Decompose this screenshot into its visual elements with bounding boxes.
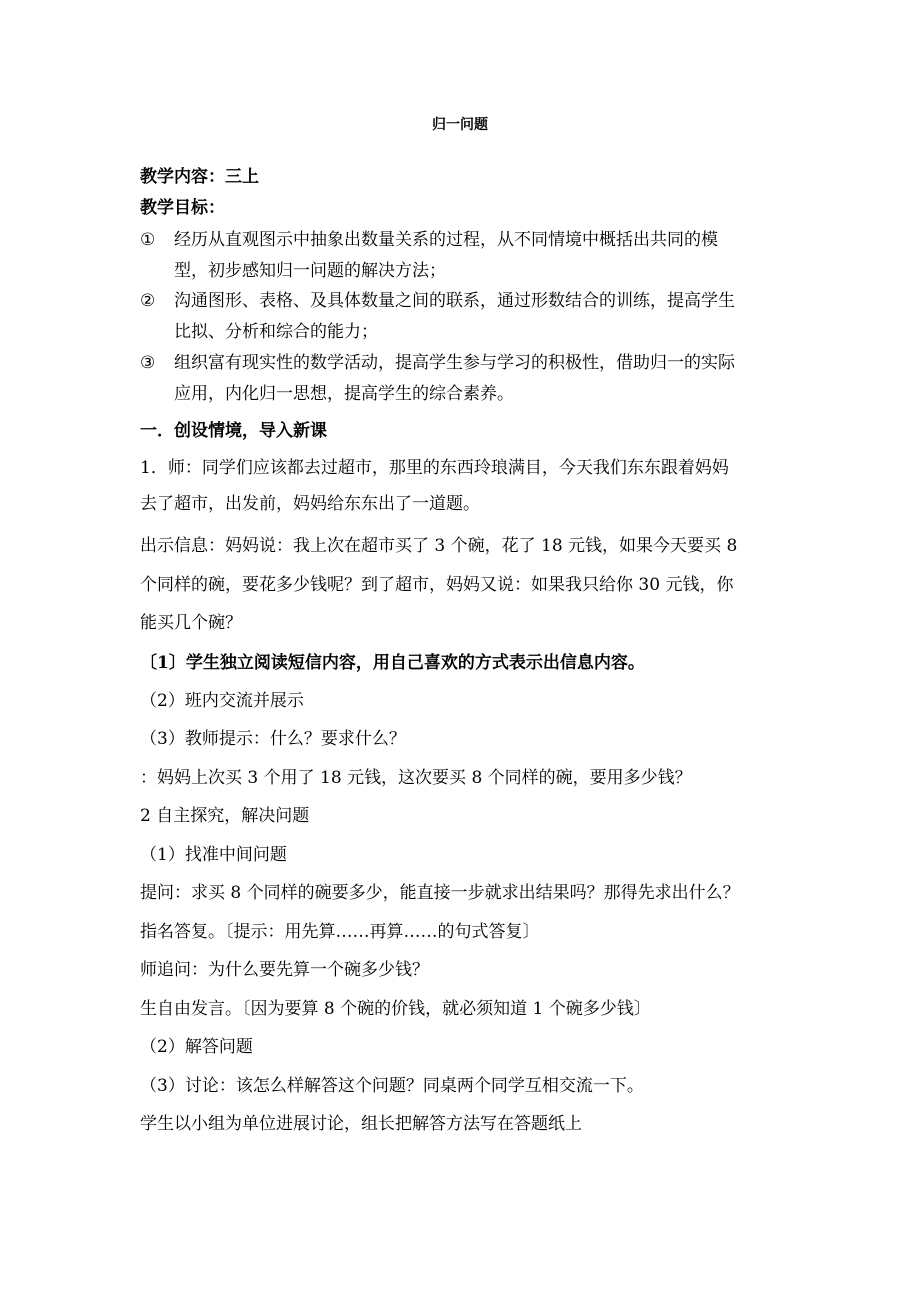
objective-text-line2: 型，初步感知归一问题的解决方法； bbox=[174, 261, 446, 281]
objective-text-line1: 组织富有现实性的数学活动，提高学生参与学习的积极性，借助归一的实际 bbox=[174, 353, 735, 373]
section2-answer-2: 生自由发言。〔因为要算 8 个碗的价钱，就必须知道 1 个碗多少钱〕 bbox=[140, 999, 651, 1019]
section2-answer-1: 指名答复。〔提示：用先算……再算……的句式答复〕 bbox=[140, 922, 540, 942]
objective-text-line2: 应用，内化归一思想，提高学生的综合素养。 bbox=[174, 384, 514, 404]
objective-text-line1: 沟通图形、表格、及具体数量之间的联系，通过形数结合的训练，提高学生 bbox=[174, 291, 735, 311]
section2-question-1: 提问：求买 8 个同样的碗要多少，能直接一步就求出结果吗？那得先求出什么？ bbox=[140, 883, 740, 903]
paragraph-2-line3: 能买几个碗？ bbox=[140, 613, 242, 633]
step-2: （2）班内交流并展示 bbox=[140, 691, 304, 711]
teaching-goals-label: 教学目标： bbox=[140, 198, 225, 218]
paragraph-2-line1: 出示信息：妈妈说：我上次在超市买了 3 个碗，花了 18 元钱，如果今天要买 8 bbox=[140, 536, 738, 556]
teaching-content: 教学内容：三上 bbox=[140, 167, 259, 187]
info-summary: ：妈妈上次买 3 个用了 18 元钱，这次要买 8 个同样的碗，要用多少钱？ bbox=[140, 768, 692, 788]
section2-closing: 学生以小组为单位进展讨论，组长把解答方法写在答题纸上 bbox=[140, 1114, 582, 1134]
objective-marker: ① bbox=[140, 230, 156, 250]
section-heading-1: 一．创设情境，导入新课 bbox=[140, 421, 327, 441]
section-heading-2: 2 自主探究，解决问题 bbox=[140, 806, 310, 826]
document-title: 归一问题 bbox=[432, 117, 488, 133]
section2-question-2: 师追问：为什么要先算一个碗多少钱？ bbox=[140, 960, 429, 980]
section2-step-2: （2）解答问题 bbox=[140, 1037, 253, 1057]
section2-step-3: （3）讨论：该怎么样解答这个问题？同桌两个同学互相交流一下。 bbox=[140, 1076, 644, 1096]
section2-step-1: （1）找准中间问题 bbox=[140, 845, 287, 865]
paragraph-2-line2: 个同样的碗，要花多少钱呢？到了超市，妈妈又说：如果我只给你 30 元钱，你 bbox=[140, 575, 734, 595]
paragraph-1-line1: 1．师：同学们应该都去过超市，那里的东西玲琅满目，今天我们东东跟着妈妈 bbox=[140, 458, 729, 478]
step-3: （3）教师提示：什么？要求什么？ bbox=[140, 729, 406, 749]
objective-marker: ③ bbox=[140, 353, 156, 373]
step-1: 〔1〕学生独立阅读短信内容，用自己喜欢的方式表示出信息内容。 bbox=[140, 653, 645, 673]
objective-marker: ② bbox=[140, 291, 156, 311]
objective-text-line2: 比拟、分析和综合的能力； bbox=[174, 322, 378, 342]
objective-text-line1: 经历从直观图示中抽象出数量关系的过程，从不同情境中概括出共同的模 bbox=[174, 230, 718, 250]
paragraph-1-line2: 去了超市，出发前，妈妈给东东出了一道题。 bbox=[140, 494, 480, 514]
